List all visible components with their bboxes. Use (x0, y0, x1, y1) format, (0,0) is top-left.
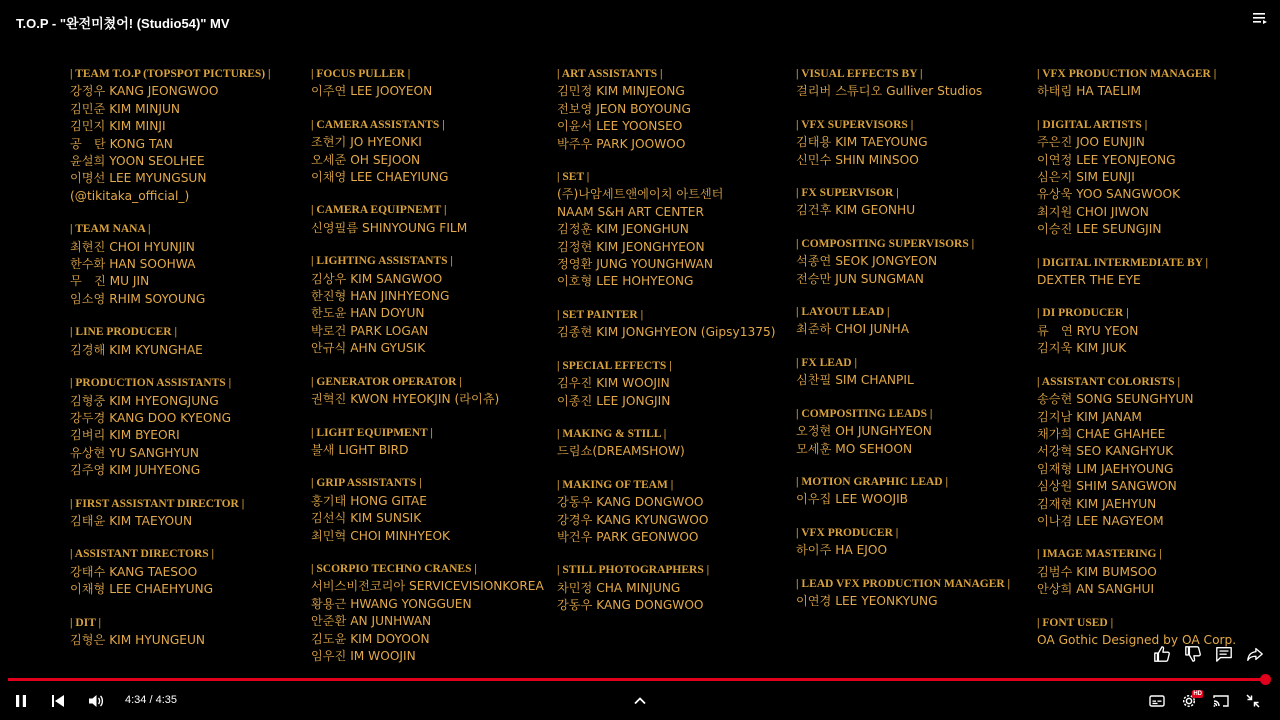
credit-name: 김태윤 KIM TAEYOUN (70, 513, 193, 528)
credit-name: 오세준 OH SEJOON (311, 152, 421, 167)
credit-name: 안준환 AN JUNHWAN (311, 614, 432, 629)
credit-section (311, 202, 544, 237)
credit-name: 김태용 KIM TAEYOUNG (796, 135, 928, 150)
credit-section (1037, 546, 1236, 598)
credit-name: 김경해 KIM KYUNGHAE (70, 342, 203, 357)
credit-name: 신민수 SHIN MINSOO (796, 152, 919, 167)
scrubber-handle[interactable] (1260, 674, 1271, 685)
credit-name: 김정훈 KIM JEONGHUN (557, 222, 689, 237)
credit-name: 김선식 KIM SUNSIK (311, 511, 422, 526)
credit-name: 걸리버 스튜디오 Gulliver Studios (796, 84, 983, 99)
credit-name: 이채영 LEE CHAEYIUNG (311, 170, 449, 185)
credit-name: (@tikitaka_official_) (70, 188, 190, 203)
credit-name: 한진형 HAN JINHYEONG (311, 289, 450, 304)
credit-name: 김벼리 KIM BYEORI (70, 428, 180, 443)
credit-heading: | CAMERA ASSISTANTS | (311, 118, 445, 131)
credit-heading: | SPECIAL EFFECTS | (557, 359, 672, 372)
credit-name: 김민지 KIM MINJI (70, 119, 166, 134)
pause-icon (12, 692, 30, 710)
credit-name: 최민혁 CHOI MINHYEOK (311, 528, 451, 543)
credit-name: 안규식 AHN GYUSIK (311, 341, 426, 356)
credit-name: 정영환 JUNG YOUNGHWAN (557, 257, 713, 272)
credit-name: 이호형 LEE HOHYEONG (557, 274, 694, 289)
volume-icon (87, 692, 105, 710)
credit-name: 강두경 KANG DOO KYEONG (70, 410, 232, 425)
credit-name: 석종연 SEOK JONGYEON (796, 254, 938, 269)
credit-heading: | ART ASSISTANTS | (557, 68, 663, 80)
share-icon[interactable] (1245, 644, 1265, 664)
credit-name: 전보영 JEON BOYOUNG (557, 101, 691, 116)
credit-section (557, 66, 775, 153)
credit-section (1037, 117, 1236, 239)
credit-name: 황용근 HWANG YONGGUEN (311, 596, 472, 611)
previous-track-icon (49, 692, 67, 710)
credit-name: 이연경 LEE YEONKYUNG (796, 593, 938, 608)
credit-name: 서비스비전코리아 SERVICEVISIONKOREA (311, 579, 544, 594)
credit-name: 최준하 CHOI JUNHA (796, 322, 910, 337)
credit-name: 무 진 MU JIN (70, 274, 150, 289)
credit-heading: | SCORPIO TECHNO CRANES | (311, 562, 477, 575)
credit-heading: | COMPOSITING LEADS | (796, 407, 933, 420)
credit-section (70, 375, 271, 479)
credit-name: 하태림 HA TAELIM (1037, 84, 1142, 99)
credit-name: 김주영 KIM JUHYEONG (70, 463, 201, 478)
credit-heading: | LINE PRODUCER | (70, 326, 177, 339)
exit-fullscreen-icon (1244, 692, 1262, 710)
credit-heading: | MOTION GRAPHIC LEAD | (796, 475, 949, 488)
credit-section (796, 576, 1010, 611)
credit-heading: | PRODUCTION ASSISTANTS | (70, 377, 232, 390)
credit-name: 오정현 OH JUNGHYEON (796, 424, 932, 439)
credit-name: 류 연 RYU YEON (1037, 323, 1139, 338)
credit-section (70, 324, 271, 359)
credit-name: 한수화 HAN SOOHWA (70, 257, 196, 272)
credit-name: 한도윤 HAN DOYUN (311, 306, 425, 321)
credit-section (557, 307, 775, 342)
credit-name: 안상희 AN SANGHUI (1037, 582, 1155, 597)
credit-heading: | FX LEAD | (796, 356, 857, 369)
expand-button[interactable] (629, 690, 651, 712)
credit-name: 이승진 LEE SEUNGJIN (1037, 222, 1162, 237)
credit-heading: | TEAM NANA | (70, 223, 151, 236)
credit-name: 이윤서 LEE YOONSEO (557, 119, 683, 134)
credit-name: 이나겸 LEE NAGYEOM (1037, 513, 1164, 528)
credit-name: 드림쇼(DREAMSHOW) (557, 444, 685, 459)
progress-bar[interactable] (8, 678, 1270, 681)
credit-heading: | FONT USED | (1037, 616, 1114, 629)
time-display (125, 694, 177, 706)
progress-fill (8, 678, 1265, 681)
credit-heading: | COMPOSITING SUPERVISORS | (796, 237, 975, 250)
credit-section (70, 66, 271, 205)
credit-section (557, 358, 775, 410)
credit-section (796, 474, 1010, 509)
credit-section (311, 117, 544, 187)
credit-name: 김정현 KIM JEONGHYEON (557, 239, 705, 254)
credit-name: (주)나암세트앤에이치 아트센터 (557, 187, 724, 202)
credit-heading: | LAYOUT LEAD | (796, 306, 890, 319)
credit-name: 강경우 KANG KYUNGWOO (557, 512, 709, 527)
duration: 4:35 (155, 694, 178, 706)
time-separator: / (149, 694, 153, 706)
credit-heading: | ASSISTANT COLORISTS | (1037, 375, 1181, 388)
credit-section (796, 66, 1010, 101)
credit-heading: | DIGITAL INTERMEDIATE BY | (1037, 256, 1208, 269)
credit-name: 심상원 SHIM SANGWON (1037, 479, 1177, 494)
credit-name: 임우진 IM WOOJIN (311, 648, 416, 663)
credit-heading: | DIT | (70, 616, 102, 629)
credit-name: 이연정 LEE YEONJEONG (1037, 152, 1176, 167)
credit-name: 주은진 JOO EUNJIN (1037, 135, 1145, 150)
credit-heading: | LEAD VFX PRODUCTION MANAGER | (796, 577, 1011, 590)
credit-name: 임재형 LIM JAEHYOUNG (1037, 461, 1174, 476)
cast-button[interactable] (1210, 690, 1232, 712)
credit-name: 강정우 KANG JEONGWOO (70, 84, 219, 99)
credit-name: 최현진 CHOI HYUNJIN (70, 239, 195, 254)
credit-section (1037, 374, 1236, 531)
credit-heading: | CAMERA EQUIPNEMT | (311, 204, 447, 217)
credits-column-4 (796, 66, 1010, 626)
chevron-up-icon (631, 692, 649, 710)
credit-heading: | FX SUPERVISOR | (796, 187, 899, 200)
credit-section (557, 426, 775, 461)
credit-name: 김지남 KIM JANAM (1037, 409, 1142, 424)
credit-name: 김건후 KIM GEONHU (796, 203, 916, 218)
current-time: 4:34 (125, 694, 147, 706)
credit-name: 박주우 PARK JOOWOO (557, 136, 686, 151)
credit-name: DEXTER THE EYE (1037, 273, 1141, 288)
credit-heading: | VISUAL EFFECTS BY | (796, 68, 923, 80)
credit-name: 최지원 CHOI JIWON (1037, 204, 1149, 219)
credit-name: 심찬필 SIM CHANPIL (796, 373, 914, 388)
credit-section (1037, 255, 1236, 290)
credit-name: 신영필름 SHINYOUNG FILM (311, 220, 468, 235)
thumbs-down-icon[interactable] (1183, 644, 1203, 664)
credit-name: 유상욱 YOO SANGWOOK (1037, 187, 1181, 202)
credit-heading: | IMAGE MASTERING | (1037, 548, 1162, 561)
credits-column-3 (557, 66, 775, 631)
credit-name: 공 탄 KONG TAN (70, 136, 173, 151)
credit-name: 김재현 KIM JAEHYUN (1037, 496, 1157, 511)
credit-section (311, 374, 544, 409)
credit-heading: | SET PAINTER | (557, 308, 644, 321)
exit-fullscreen-button[interactable] (1242, 690, 1264, 712)
settings-button[interactable] (1178, 690, 1200, 712)
credit-section (70, 221, 271, 308)
cast-icon (1212, 692, 1230, 710)
captions-button[interactable] (1146, 690, 1168, 712)
credit-name: 이주연 LEE JOOYEON (311, 84, 433, 99)
credit-section (796, 406, 1010, 458)
credit-section (796, 355, 1010, 390)
credit-name: 강태수 KANG TAESOO (70, 564, 198, 579)
credit-name: 강동우 KANG DONGWOO (557, 495, 704, 510)
credit-name: 권혁진 KWON HYEOKJIN (라이츄) (311, 392, 500, 407)
credit-name: 강동우 KANG DONGWOO (557, 598, 704, 613)
credit-heading: | LIGHTING ASSISTANTS | (311, 255, 453, 268)
hd-badge: HD (1193, 691, 1202, 697)
credit-name: 김범수 KIM BUMSOO (1037, 564, 1157, 579)
credit-name: 이우집 LEE WOOJIB (796, 492, 909, 507)
captions-icon (1148, 692, 1166, 710)
credit-heading: | VFX PRODUCTION MANAGER | (1037, 68, 1217, 80)
credits-column-5 (1037, 66, 1236, 665)
previous-button[interactable] (47, 690, 69, 712)
credit-name: 김상우 KIM SANGWOO (311, 271, 443, 286)
credits-column-2 (311, 66, 544, 681)
credit-heading: | LIGHT EQUIPMENT | (311, 426, 433, 439)
credit-name: 김형중 KIM HYEONGJUNG (70, 393, 219, 408)
credit-name: 불새 LIGHT BIRD (311, 442, 409, 457)
credit-heading: | MAKING & STILL | (557, 427, 667, 440)
credit-heading: | STILL PHOTOGRAPHERS | (557, 564, 710, 577)
credit-section (70, 496, 271, 531)
credit-name: 채가희 CHAE GHAHEE (1037, 426, 1166, 441)
volume-button[interactable] (85, 690, 107, 712)
credit-section (796, 304, 1010, 339)
credit-section (796, 117, 1010, 169)
credit-name: 이종진 LEE JONGJIN (557, 393, 671, 408)
credit-name: 이채형 LEE CHAEHYUNG (70, 582, 214, 597)
credit-name: 김지욱 KIM JIUK (1037, 341, 1127, 356)
credit-heading: | MAKING OF TEAM | (557, 478, 674, 491)
comments-icon[interactable] (1214, 644, 1234, 664)
credit-section (70, 546, 271, 598)
credit-heading: | VFX PRODUCER | (796, 526, 899, 539)
credit-section (1037, 305, 1236, 357)
credit-heading: | FOCUS PULLER | (311, 68, 411, 80)
credit-name: 모세훈 MO SEHOON (796, 441, 913, 456)
credit-heading: | DI PRODUCER | (1037, 307, 1129, 320)
credit-name: 조현기 JO HYEONKI (311, 135, 422, 150)
credit-section (796, 185, 1010, 220)
overlay-actions (1152, 644, 1265, 664)
credit-section (311, 561, 544, 665)
credit-heading: | ASSISTANT DIRECTORS | (70, 548, 215, 561)
credit-heading: | SET | (557, 171, 590, 184)
credit-name: 홍기태 HONG GITAE (311, 493, 427, 508)
credit-name: 박로건 PARK LOGAN (311, 323, 429, 338)
credit-section (311, 253, 544, 357)
credit-heading: | TEAM T.O.P (TOPSPOT PICTURES) | (70, 68, 271, 80)
credit-section (796, 525, 1010, 560)
credit-name: 김우진 KIM WOOJIN (557, 376, 670, 391)
credit-section (311, 66, 544, 101)
credit-name: 유상현 YU SANGHYUN (70, 445, 199, 460)
credit-name: 전승만 JUN SUNGMAN (796, 271, 924, 286)
credit-section (311, 475, 544, 545)
credit-name: 윤설희 YOON SEOLHEE (70, 154, 205, 169)
credit-section (557, 169, 775, 291)
credit-name: 심은지 SIM EUNJI (1037, 170, 1135, 185)
credit-heading: | VFX SUPERVISORS | (796, 118, 914, 131)
credit-name: 김민준 KIM MINJUN (70, 101, 181, 116)
credit-section (557, 562, 775, 614)
credit-section (311, 425, 544, 460)
credit-name: NAAM S&H ART CENTER (557, 204, 704, 219)
credit-name: 김도윤 KIM DOYOON (311, 631, 430, 646)
credit-heading: | GENERATOR OPERATOR | (311, 375, 462, 388)
credit-section (796, 236, 1010, 288)
credit-name: 김민정 KIM MINJEONG (557, 84, 685, 99)
credit-section (70, 615, 271, 650)
credit-heading: | DIGITAL ARTISTS | (1037, 118, 1148, 131)
thumbs-up-icon[interactable] (1152, 644, 1172, 664)
video-title: T.O.P - "완전미쳤어! (Studio54)" MV (16, 16, 230, 31)
player-controls (0, 688, 1280, 714)
credit-heading: | GRIP ASSISTANTS | (311, 477, 422, 490)
credit-name: 박건우 PARK GEONWOO (557, 529, 699, 544)
credits-column-1 (70, 66, 271, 665)
credit-section (557, 477, 775, 547)
credit-heading: | FIRST ASSISTANT DIRECTOR | (70, 497, 245, 510)
credit-name: 김형은 KIM HYUNGEUN (70, 632, 205, 647)
credit-name: 송승현 SONG SEUNGHYUN (1037, 392, 1194, 407)
credit-name: 차민정 CHA MINJUNG (557, 580, 681, 595)
credit-name: 서강혁 SEO KANGHYUK (1037, 444, 1174, 459)
credit-section (1037, 66, 1236, 101)
credit-name: 김종현 KIM JONGHYEON (Gipsy1375) (557, 325, 776, 340)
credit-name: 임소영 RHIM SOYOUNG (70, 291, 206, 306)
credit-name: 하이주 HA EJOO (796, 543, 888, 558)
pause-button[interactable] (10, 690, 32, 712)
credit-name: OA Gothic Designed by OA Corp. (1037, 632, 1237, 647)
playlist-queue-icon[interactable] (1252, 10, 1268, 26)
credit-name: 이명선 LEE MYUNGSUN (70, 171, 207, 186)
